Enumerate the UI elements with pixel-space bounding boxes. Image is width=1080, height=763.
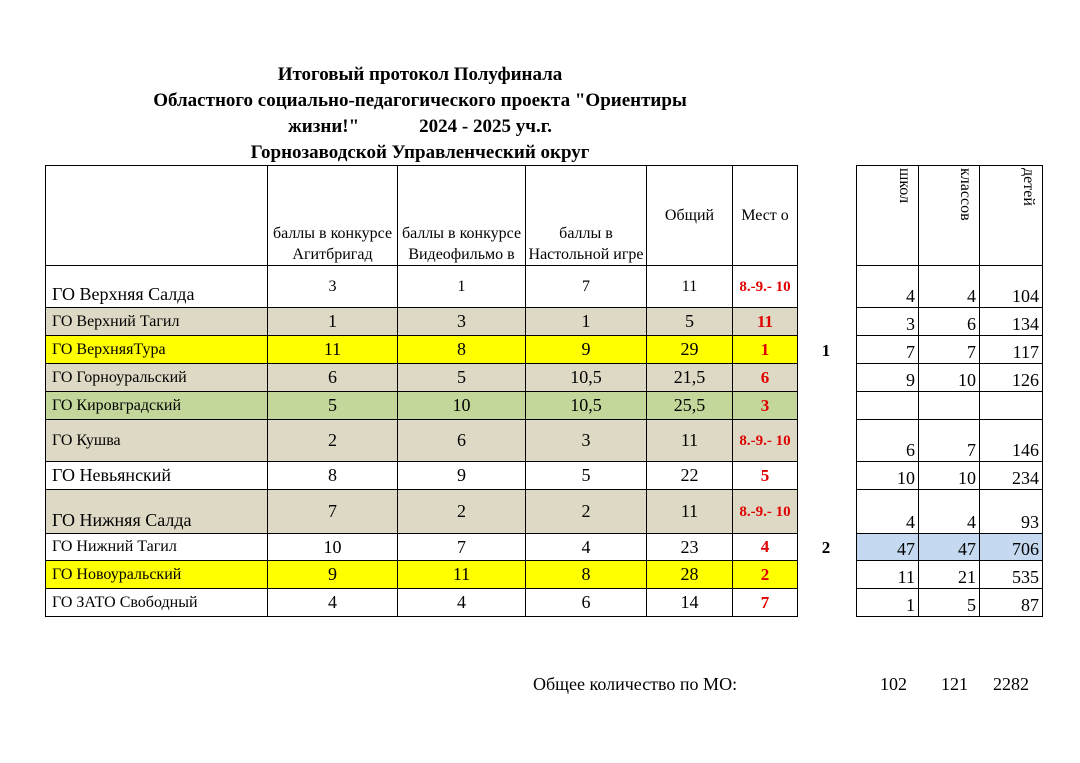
stats-header-schools: школ (857, 166, 919, 266)
stats-schools: 11 (857, 561, 919, 589)
table-row (46, 561, 798, 589)
stats-classes: 4 (919, 490, 980, 534)
stats-row (857, 589, 1043, 617)
row-total: 21,5 (647, 364, 733, 392)
title-line-4: Горнозаводской Управленческий округ (250, 142, 590, 163)
table-row (46, 589, 798, 617)
row-place: 7 (733, 589, 798, 617)
stats-classes: 7 (919, 336, 980, 364)
stats-classes: 4 (919, 266, 980, 308)
stats-schools: 1 (857, 589, 919, 617)
stats-classes: 21 (919, 561, 980, 589)
stats-children: 126 (980, 364, 1043, 392)
side-mark-2: 2 (821, 538, 831, 557)
header-video: баллы в конкурсе Видеофильмо в (398, 166, 526, 266)
row-agit: 11 (268, 336, 398, 364)
row-name: ГО ЗАТО Свободный (46, 589, 268, 617)
stats-classes: 47 (919, 534, 980, 561)
row-board: 2 (526, 490, 647, 534)
row-video: 10 (398, 392, 526, 420)
stats-row (857, 420, 1043, 462)
stats-row (857, 364, 1043, 392)
stats-children: 87 (980, 589, 1043, 617)
row-board: 5 (526, 462, 647, 490)
row-video: 9 (398, 462, 526, 490)
header-name (46, 166, 268, 266)
row-board: 10,5 (526, 364, 647, 392)
table-row (46, 266, 798, 308)
totals-classes: 121 (941, 674, 968, 694)
row-board: 3 (526, 420, 647, 462)
row-agit: 4 (268, 589, 398, 617)
row-total: 11 (647, 420, 733, 462)
stats-children: 234 (980, 462, 1043, 490)
row-agit: 10 (268, 534, 398, 561)
row-board: 8 (526, 561, 647, 589)
table-row (46, 534, 798, 561)
row-video: 2 (398, 490, 526, 534)
stats-schools: 7 (857, 336, 919, 364)
row-place: 8.-9.- 10 (733, 266, 798, 308)
row-total: 11 (647, 266, 733, 308)
row-name: ГО Нижний Тагил (46, 534, 268, 561)
row-total: 23 (647, 534, 733, 561)
stats-schools: 4 (857, 266, 919, 308)
table-row (46, 336, 798, 364)
table-row (46, 308, 798, 336)
stats-header-children: детей (980, 166, 1043, 266)
stats-schools: 47 (857, 534, 919, 561)
stats-row (857, 266, 1043, 308)
totals-label: Общее количество по МО: (533, 674, 738, 694)
table-row (46, 462, 798, 490)
row-place: 8.-9.- 10 (733, 490, 798, 534)
row-total: 25,5 (647, 392, 733, 420)
stats-row (857, 308, 1043, 336)
row-name: ГО Кушва (46, 420, 268, 462)
row-place: 6 (733, 364, 798, 392)
row-agit: 1 (268, 308, 398, 336)
stats-schools: 4 (857, 490, 919, 534)
totals-row (0, 674, 1080, 698)
stats-children: 117 (980, 336, 1043, 364)
row-name: ГО Невьянский (46, 462, 268, 490)
row-total: 11 (647, 490, 733, 534)
row-agit: 7 (268, 490, 398, 534)
stats-children: 104 (980, 266, 1043, 308)
row-place: 1 (733, 336, 798, 364)
row-name: ГО Верхняя Салда (46, 266, 268, 308)
row-video: 6 (398, 420, 526, 462)
header-row (46, 166, 798, 266)
row-name: ГО Горноуральский (46, 364, 268, 392)
stats-row (857, 336, 1043, 364)
stats-children: 134 (980, 308, 1043, 336)
document-title (60, 62, 780, 166)
side-mark-1: 1 (821, 341, 831, 360)
table-row (46, 364, 798, 392)
stats-row (857, 392, 1043, 420)
stats-classes: 10 (919, 364, 980, 392)
row-agit: 6 (268, 364, 398, 392)
row-place: 8.-9.- 10 (733, 420, 798, 462)
stats-schools: 3 (857, 308, 919, 336)
results-table (45, 165, 798, 617)
row-total: 22 (647, 462, 733, 490)
row-name: ГО Кировградский (46, 392, 268, 420)
stats-table (856, 165, 1043, 617)
row-board: 7 (526, 266, 647, 308)
stats-header-row (857, 166, 1043, 266)
row-total: 28 (647, 561, 733, 589)
table-row (46, 490, 798, 534)
row-board: 10,5 (526, 392, 647, 420)
stats-header-classes: классов (919, 166, 980, 266)
row-place: 11 (733, 308, 798, 336)
header-place: Мест о (733, 166, 798, 266)
stats-classes: 10 (919, 462, 980, 490)
stats-children: 146 (980, 420, 1043, 462)
row-place: 2 (733, 561, 798, 589)
row-place: 3 (733, 392, 798, 420)
row-name: ГО Верхний Тагил (46, 308, 268, 336)
stats-schools: 6 (857, 420, 919, 462)
stats-row (857, 462, 1043, 490)
row-video: 8 (398, 336, 526, 364)
title-line-3 (60, 114, 780, 140)
row-name: ГО ВерхняяТура (46, 336, 268, 364)
row-name: ГО Нижняя Салда (46, 490, 268, 534)
row-board: 9 (526, 336, 647, 364)
header-total: Общий (647, 166, 733, 266)
row-place: 5 (733, 462, 798, 490)
stats-schools (857, 392, 919, 420)
stats-classes: 7 (919, 420, 980, 462)
row-agit: 5 (268, 392, 398, 420)
row-name: ГО Новоуральский (46, 561, 268, 589)
table-row (46, 420, 798, 462)
row-agit: 3 (268, 266, 398, 308)
stats-children (980, 392, 1043, 420)
title-line-3-b: 2024 - 2025 уч.г. (419, 116, 552, 137)
stats-children: 706 (980, 534, 1043, 561)
row-video: 11 (398, 561, 526, 589)
row-total: 14 (647, 589, 733, 617)
row-board: 6 (526, 589, 647, 617)
row-video: 5 (398, 364, 526, 392)
row-agit: 2 (268, 420, 398, 462)
row-video: 3 (398, 308, 526, 336)
row-video: 1 (398, 266, 526, 308)
row-agit: 8 (268, 462, 398, 490)
row-video: 7 (398, 534, 526, 561)
title-line-1: Итоговый протокол Полуфинала (277, 64, 563, 85)
totals-children: 2282 (993, 674, 1029, 694)
row-total: 5 (647, 308, 733, 336)
header-agit: баллы в конкурсе Агитбригад (268, 166, 398, 266)
header-board: баллы в Настольной игре (526, 166, 647, 266)
stats-schools: 10 (857, 462, 919, 490)
table-row (46, 392, 798, 420)
stats-schools: 9 (857, 364, 919, 392)
stats-row (857, 534, 1043, 561)
stats-row (857, 490, 1043, 534)
stats-classes: 5 (919, 589, 980, 617)
row-total: 29 (647, 336, 733, 364)
stats-children: 93 (980, 490, 1043, 534)
stats-row (857, 561, 1043, 589)
stats-children: 535 (980, 561, 1043, 589)
row-board: 1 (526, 308, 647, 336)
row-board: 4 (526, 534, 647, 561)
totals-schools: 102 (880, 674, 907, 694)
title-line-2: Областного социально-педагогического проекта "Ориентиры (153, 90, 687, 111)
stats-classes (919, 392, 980, 420)
row-video: 4 (398, 589, 526, 617)
row-place: 4 (733, 534, 798, 561)
title-line-3-a: жизни!" (288, 116, 360, 137)
stats-classes: 6 (919, 308, 980, 336)
row-agit: 9 (268, 561, 398, 589)
